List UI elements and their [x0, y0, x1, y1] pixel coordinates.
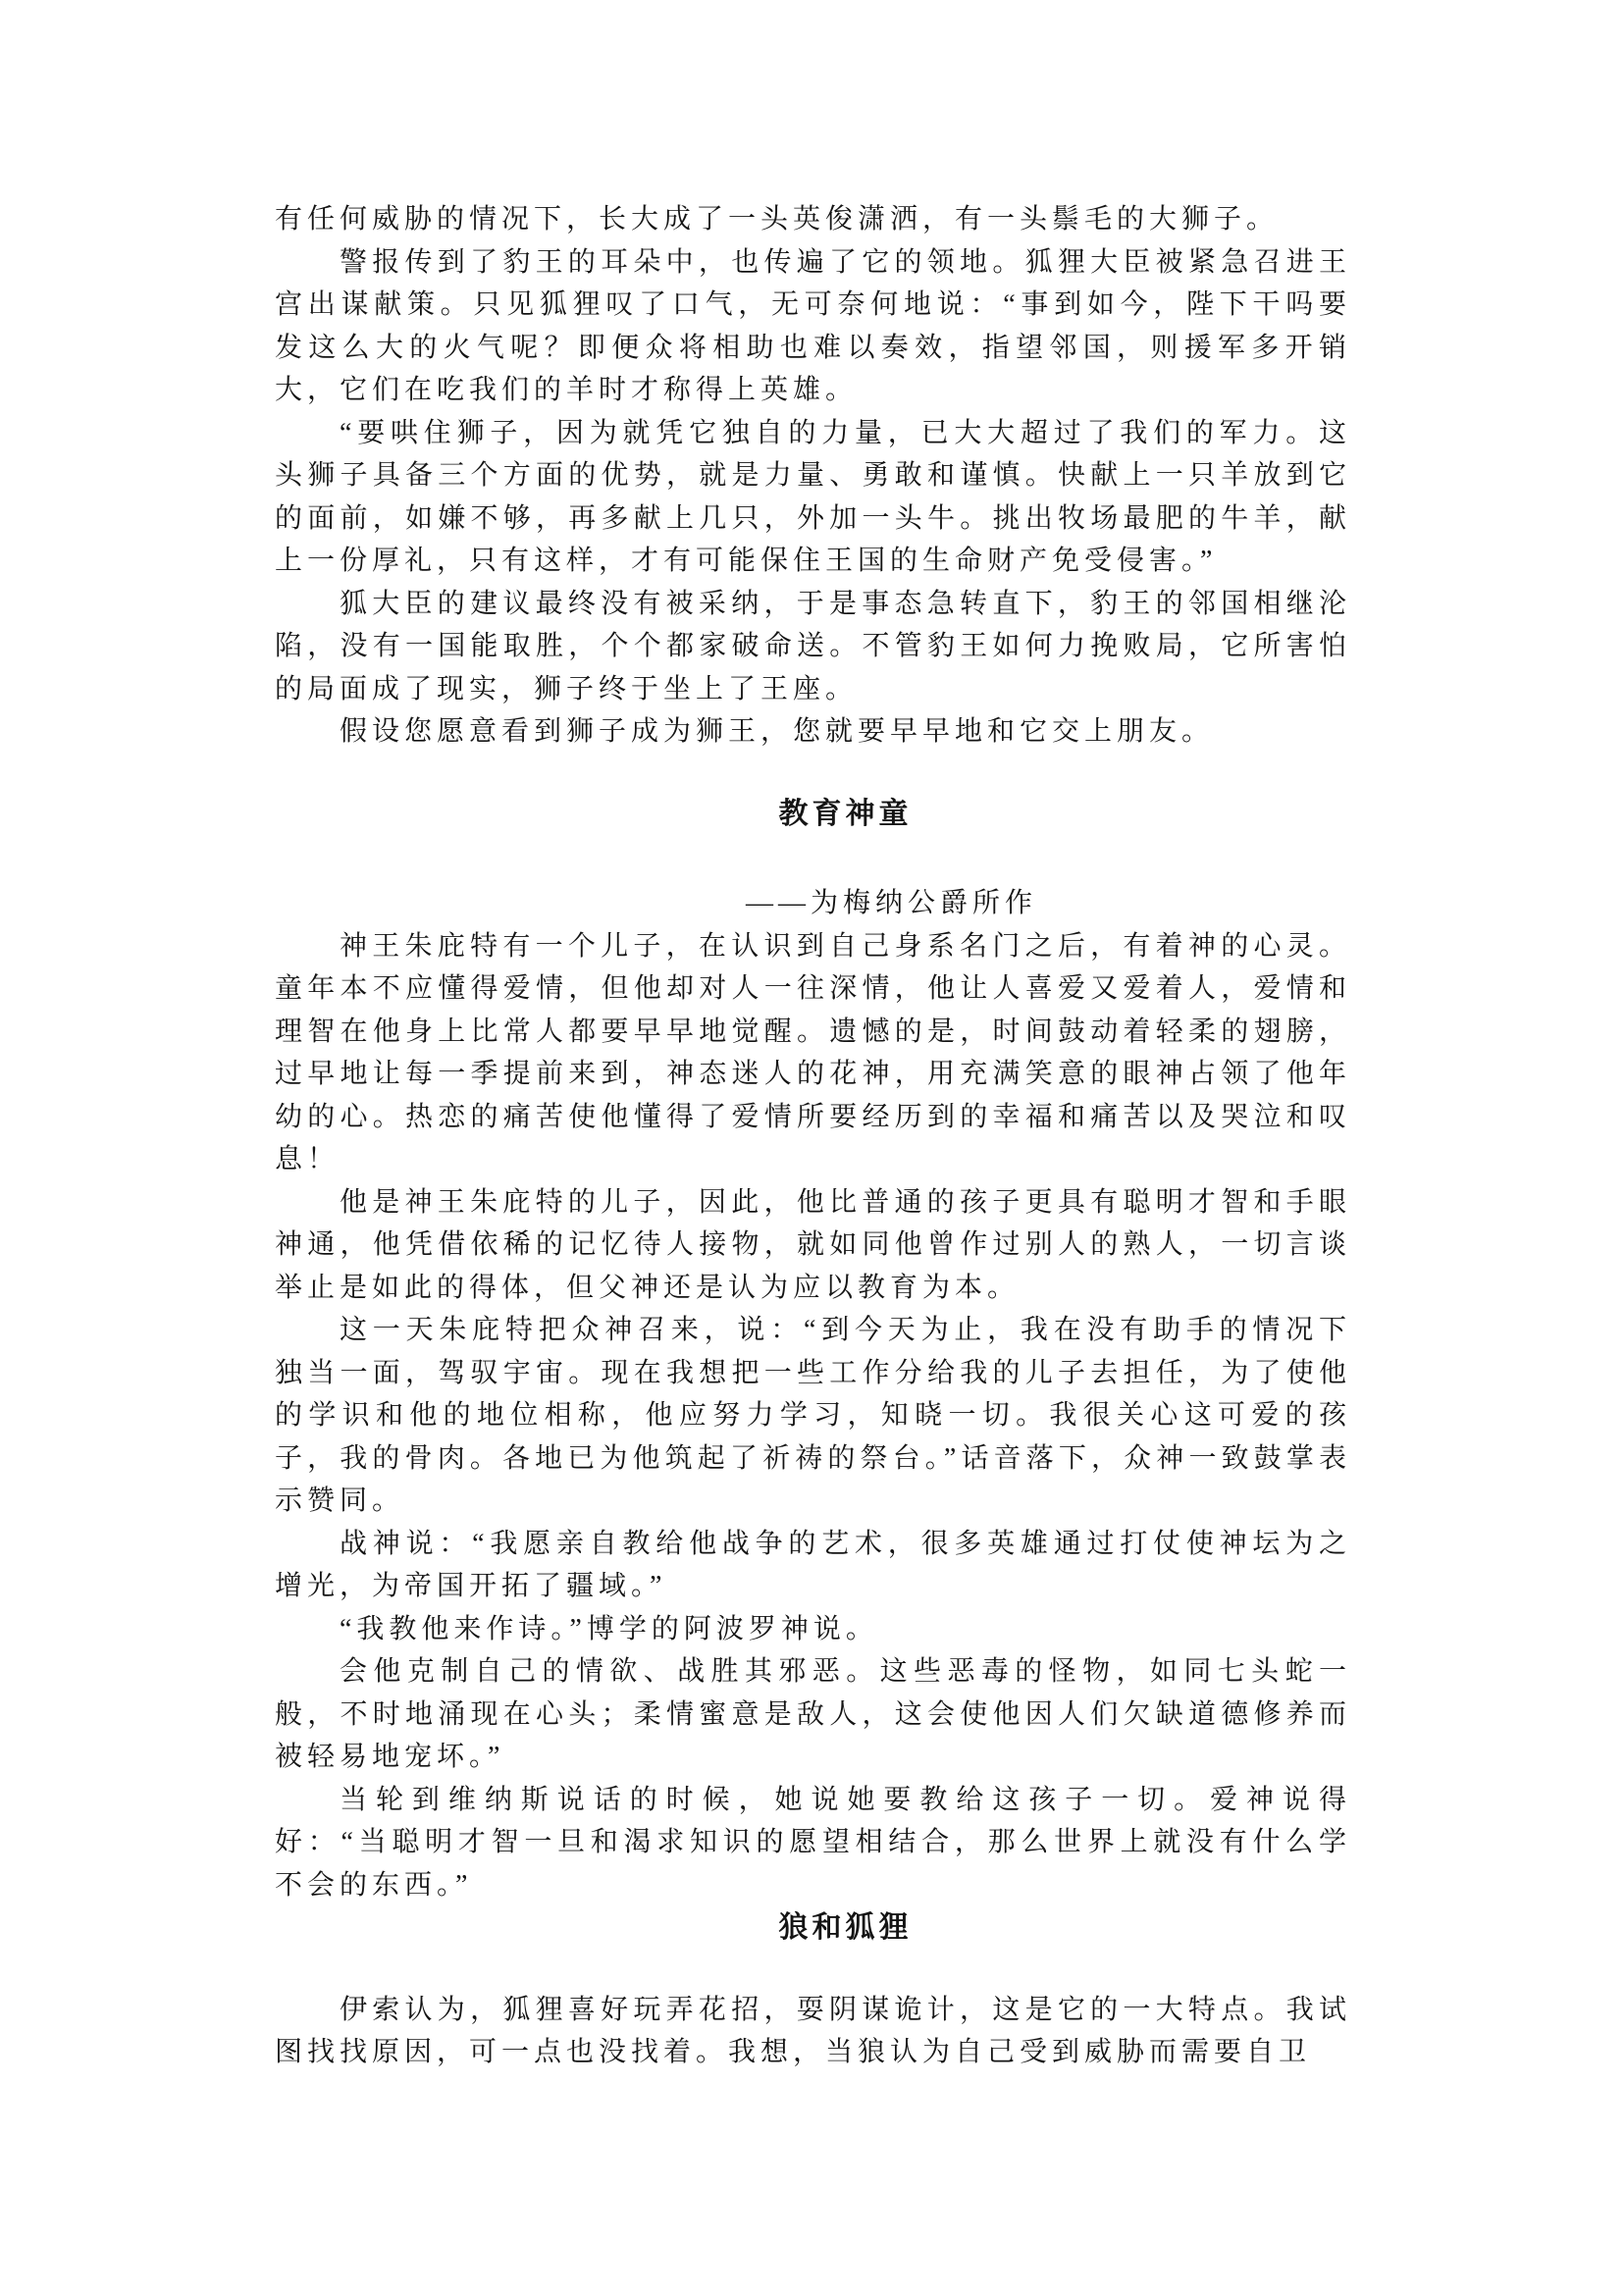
paragraph: 神王朱庇特有一个儿子，在认识到自己身系名门之后，有着神的心灵。童年本不应懂得爱情，但他却对人一往深情，他让人喜爱又爱着人，爱情和理智在他身上比常人都要早早地觉醒。遗憾的是，时间鼓动着轻柔的翅膀，过早地让每一季提前来到，神态迷人的花神，用充满笑意的眼神占领了他年幼的心。热恋的痛苦使他懂得了爱情所要经历到的幸福和痛苦以及哭泣和叹息！ — [275, 930, 1351, 1174]
dedication-line: ——为梅纳公爵所作 — [745, 888, 1037, 918]
paragraph: 假设您愿意看到狮子成为狮王，您就要早早地和它交上朋友。 — [340, 716, 1215, 747]
paragraph: 战神说：“我愿亲自教给他战争的艺术，很多英雄通过打仗使神坛为之增光，为帝国开拓了疆域。” — [275, 1528, 1351, 1601]
paragraph: 狐大臣的建议最终没有被采纳，于是事态急转直下，豹王的邻国相继沦陷，没有一国能取胜，个个都家破命送。不管豹王如何力挽败局，它所害怕的局面成了现实，狮子终于坐上了王座。 — [275, 588, 1351, 704]
story-title-educating-prodigy: 教育神童 — [778, 797, 913, 830]
paragraph: “要哄住狮子，因为就凭它独自的力量，已大大超过了我们的军力。这头狮子具备三个方面的优势，就是力量、勇敢和谨慎。快献上一只羊放到它的面前，如嫌不够，再多献上几只，外加一头牛。挑出牧场最肥的牛羊，献上一份厚礼，只有这样，才有可能保住王国的生命财产免受侵害。” — [275, 417, 1351, 576]
paragraph: “我教他来作诗。”博学的阿波罗神说。 — [340, 1613, 878, 1644]
paragraph: 这一天朱庇特把众神召来，说：“到今天为止，我在没有助手的情况下独当一面，驾驭宇宙。现在我想把一些工作分给我的儿子去担任，为了使他的学识和他的地位相称，他应努力学习，知晓一切。我很关心这可爱的孩子，我的骨肉。各地已为他筑起了祈祷的祭台。”话音落下，众神一致鼓掌表示赞同。 — [275, 1315, 1351, 1516]
paragraph: 会他克制自己的情欲、战胜其邪恶。这些恶毒的怪物，如同七头蛇一般，不时地涌现在心头；柔情蜜意是敌人，这会使他因人们欠缺道德修养而被轻易地宠坏。” — [275, 1656, 1351, 1772]
story-title-wolf-and-fox: 狼和狐狸 — [778, 1911, 913, 1944]
page-text-content — [275, 198, 1351, 2074]
paragraph: 当轮到维纳斯说话的时候，她说她要教给这孩子一切。爱神说得好：“当聪明才智一旦和渴求知识的愿望相结合，那么世界上就没有什么学不会的东西。” — [275, 1784, 1351, 1901]
paragraph: 警报传到了豹王的耳朵中，也传遍了它的领地。狐狸大臣被紧急召进王宫出谋献策。只见狐狸叹了口气，无可奈何地说：“事到如今，陛下干吗要发这么大的火气呢？即便众将相助也难以奏效，指望邻国，则援军多开销大，它们在吃我们的羊时才称得上英雄。 — [275, 246, 1351, 405]
paragraph: 伊索认为，狐狸喜好玩弄花招，耍阴谋诡计，这是它的一大特点。我试图找找原因，可一点也没找着。我想，当狼认为自己受到威胁而需要自卫 — [275, 1994, 1351, 2067]
paragraph: 他是神王朱庇特的儿子，因此，他比普通的孩子更具有聪明才智和手眼神通，他凭借依稀的记忆待人接物，就如同他曾作过别人的熟人，一切言谈举止是如此的得体，但父神还是认为应以教育为本。 — [275, 1186, 1351, 1303]
continuation-paragraph: 有任何威胁的情况下，长大成了一头英俊潇洒，有一头鬃毛的大狮子。 — [275, 204, 1280, 235]
